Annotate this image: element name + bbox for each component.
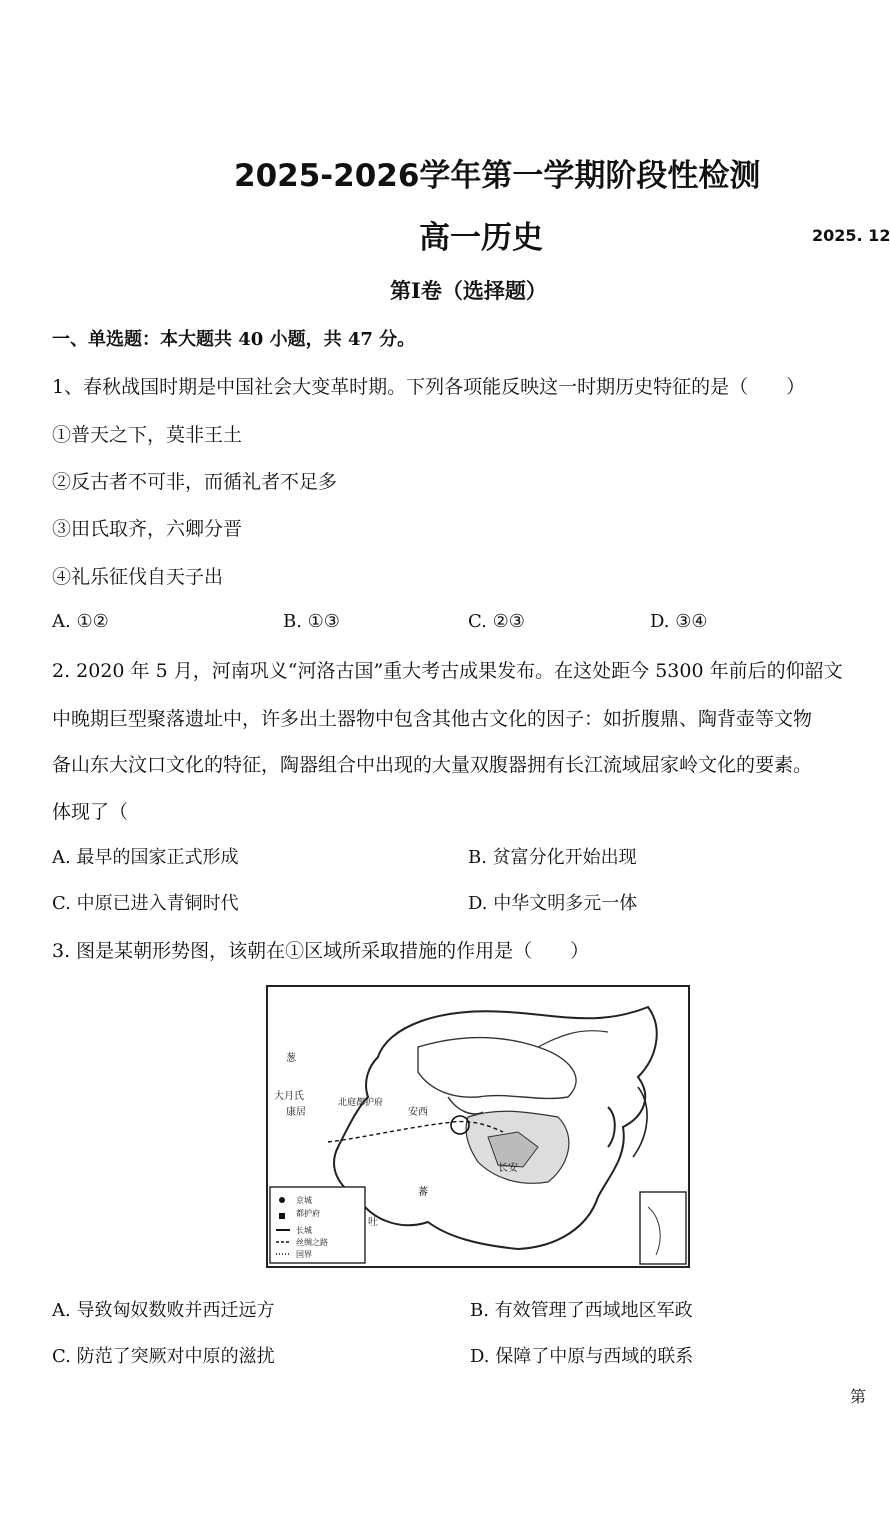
- map-label: 吐: [368, 1217, 378, 1228]
- q1-item-3: ③田氏取齐，六卿分晋: [52, 518, 243, 540]
- dynasty-map: [266, 985, 690, 1268]
- exam-title: 2025-2026学年第一学期阶段性检测: [234, 158, 761, 194]
- q2-option-b[interactable]: B. 贫富分化开始出现: [468, 847, 637, 868]
- q2-option-d[interactable]: D. 中华文明多元一体: [468, 893, 638, 914]
- page-number: 第: [850, 1387, 867, 1406]
- q1-option-a[interactable]: A. ①②: [52, 611, 109, 632]
- map-label: 大月氏: [274, 1091, 304, 1102]
- exam-date: 2025. 12: [812, 226, 890, 245]
- q1-item-4: ④礼乐征伐自天子出: [52, 566, 224, 588]
- q1-option-c[interactable]: C. ②③: [468, 611, 525, 632]
- map-label: 安西: [408, 1107, 428, 1118]
- q3-option-c[interactable]: C. 防范了突厥对中原的滋扰: [52, 1346, 275, 1367]
- q3-option-b[interactable]: B. 有效管理了西域地区军政: [470, 1300, 693, 1321]
- map-drawing: [268, 987, 688, 1266]
- q2-line-2: 中晚期巨型聚落遗址中，许多出土器物中包含其他古文化的因子：如折腹鼎、陶背壶等文物: [52, 708, 813, 730]
- q3-option-a[interactable]: A. 导致匈奴数败并西迁远方: [52, 1300, 275, 1321]
- map-label: 蕃: [418, 1187, 428, 1198]
- q2-line-3: 备山东大汶口文化的特征，陶器组合中出现的大量双腹器拥有长江流域屈家岭文化的要素。: [52, 754, 813, 776]
- q1-item-1: ①普天之下，莫非王土: [52, 424, 243, 446]
- q2-line-1: 2. 2020 年 5 月，河南巩义“河洛古国”重大考古成果发布。在这处距今 5300 年前后的仰韶文: [52, 660, 843, 682]
- map-label: 葱: [286, 1053, 296, 1064]
- volume-heading: 第I卷（选择题）: [390, 278, 547, 303]
- legend-label: 丝绸之路: [296, 1238, 328, 1247]
- exam-subject: 高一历史: [419, 220, 543, 256]
- q1-item-2: ②反古者不可非，而循礼者不足多: [52, 471, 338, 493]
- q2-line-4: 体现了（: [52, 801, 129, 823]
- q3-stem: 3. 图是某朝形势图，该朝在①区域所采取措施的作用是（ ）: [52, 940, 590, 962]
- legend-label: 京城: [296, 1196, 312, 1205]
- section-heading: 一、单选题：本大题共 40 小题，共 47 分。: [52, 329, 416, 350]
- q3-option-d[interactable]: D. 保障了中原与西域的联系: [470, 1346, 694, 1367]
- legend-label: 长城: [296, 1226, 312, 1235]
- q1-option-b[interactable]: B. ①③: [283, 611, 340, 632]
- map-label: 北庭都护府: [338, 1098, 384, 1108]
- map-label: 长安: [498, 1163, 518, 1174]
- map-label: 康居: [286, 1107, 306, 1118]
- legend-label: 都护府: [296, 1209, 320, 1218]
- q2-option-c[interactable]: C. 中原已进入青铜时代: [52, 893, 239, 914]
- q2-option-a[interactable]: A. 最早的国家正式形成: [52, 847, 239, 868]
- legend-label: 国界: [296, 1250, 312, 1259]
- q1-option-d[interactable]: D. ③④: [650, 611, 708, 632]
- q1-stem: 1、春秋战国时期是中国社会大变革时期。下列各项能反映这一时期历史特征的是（ ）: [52, 376, 806, 398]
